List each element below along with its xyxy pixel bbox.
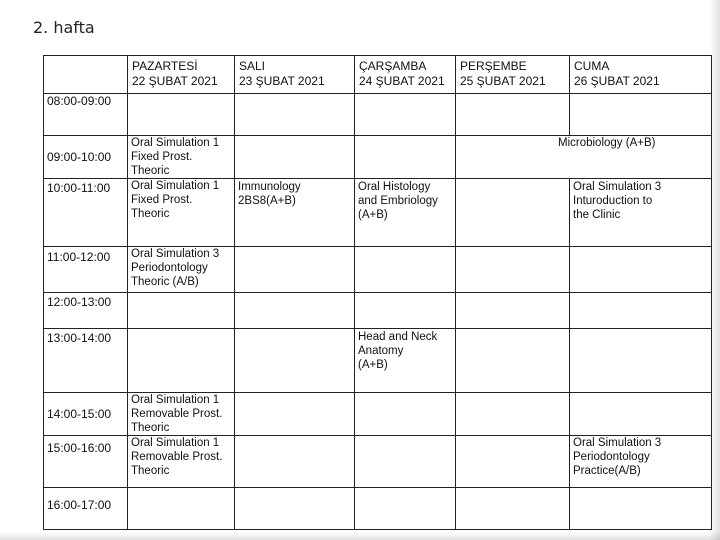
day-name: ÇARŞAMBA xyxy=(359,59,427,73)
schedule-cell xyxy=(355,179,456,247)
day-header-tuesday xyxy=(235,56,355,94)
schedule-cell xyxy=(456,488,570,530)
schedule-cell xyxy=(355,136,456,179)
class-entry: Oral Simulation 1 Fixed Prost. Theoric xyxy=(131,137,220,177)
schedule-cell xyxy=(456,293,570,329)
schedule-cell xyxy=(355,247,456,293)
schedule-cell xyxy=(355,329,456,393)
day-name: CUMA xyxy=(574,59,610,73)
page-title: 2. hafta xyxy=(33,18,95,37)
time-slot-label: 15:00-16:00 xyxy=(44,436,128,488)
schedule-cell xyxy=(570,179,712,247)
schedule-cell xyxy=(456,94,570,136)
class-entry: Oral Simulation 1 Removable Prost. Theoric xyxy=(131,437,223,477)
schedule-cell xyxy=(128,247,235,293)
class-entry: Oral Simulation 3 Periodontology Practice(A/B) xyxy=(573,437,662,477)
schedule-cell xyxy=(128,329,235,393)
schedule-cell xyxy=(128,179,235,247)
schedule-cell xyxy=(355,436,456,488)
table-row xyxy=(44,393,712,436)
day-header-wednesday xyxy=(355,56,456,94)
class-entry: Immunology 2BS8(A+B) xyxy=(238,181,301,207)
schedule-cell xyxy=(235,293,355,329)
time-slot-label: 10:00-11:00 xyxy=(44,179,128,247)
schedule-cell xyxy=(570,247,712,293)
schedule-cell xyxy=(355,94,456,136)
schedule-cell xyxy=(456,329,570,393)
schedule-cell xyxy=(355,393,456,436)
schedule-cell xyxy=(355,293,456,329)
day-date: 25 ŞUBAT 2021 xyxy=(460,74,546,88)
schedule-cell xyxy=(128,136,235,179)
schedule-cell xyxy=(235,179,355,247)
day-name: SALI xyxy=(239,59,266,73)
day-header-thursday xyxy=(456,56,570,94)
schedule-cell xyxy=(570,436,712,488)
schedule-cell xyxy=(235,436,355,488)
schedule-table xyxy=(43,55,712,530)
class-entry: Head and Neck Anatomy (A+B) xyxy=(358,331,438,371)
day-header-monday xyxy=(128,56,235,94)
schedule-cell xyxy=(456,179,570,247)
header-row xyxy=(44,56,712,94)
schedule-cell xyxy=(456,136,712,179)
time-slot-label: 09:00-10:00 xyxy=(44,136,128,179)
schedule-cell xyxy=(128,393,235,436)
schedule-cell xyxy=(570,293,712,329)
schedule-cell xyxy=(456,247,570,293)
day-date: 22 ŞUBAT 2021 xyxy=(132,74,218,88)
time-slot-label: 14:00-15:00 xyxy=(44,393,128,436)
table-row xyxy=(44,136,712,179)
schedule-cell xyxy=(128,293,235,329)
schedule-cell xyxy=(235,94,355,136)
time-slot-label: 16:00-17:00 xyxy=(44,488,128,530)
schedule-cell xyxy=(355,488,456,530)
class-entry: Oral Simulation 3 Periodontology Theoric (A/B) xyxy=(131,248,220,288)
time-slot-label: 08:00-09:00 xyxy=(44,94,128,136)
table-row xyxy=(44,247,712,293)
schedule-cell xyxy=(128,94,235,136)
day-name: PAZARTESİ xyxy=(132,59,198,73)
day-date: 23 ŞUBAT 2021 xyxy=(239,74,325,88)
schedule-cell xyxy=(128,436,235,488)
schedule-cell xyxy=(235,488,355,530)
table-row xyxy=(44,436,712,488)
day-header-friday xyxy=(570,56,712,94)
schedule-cell xyxy=(128,488,235,530)
class-entry: Oral Simulation 1 Fixed Prost. Theoric xyxy=(131,180,220,220)
schedule-cell xyxy=(456,436,570,488)
day-date: 24 ŞUBAT 2021 xyxy=(359,74,445,88)
schedule-cell xyxy=(456,393,570,436)
time-slot-label: 12:00-13:00 xyxy=(44,293,128,329)
day-date: 26 ŞUBAT 2021 xyxy=(574,74,660,88)
schedule-cell xyxy=(235,136,355,179)
class-entry: Oral Simulation 3 Inturoduction to the Clinic xyxy=(573,181,662,221)
slide-shadow-bottom xyxy=(0,532,720,540)
table-row xyxy=(44,179,712,247)
schedule-cell xyxy=(570,94,712,136)
schedule-cell xyxy=(235,247,355,293)
day-name: PERŞEMBE xyxy=(460,59,527,73)
time-slot-label: 11:00-12:00 xyxy=(44,247,128,293)
table-row xyxy=(44,293,712,329)
schedule-cell xyxy=(570,393,712,436)
class-entry: Oral Simulation 1 Removable Prost. Theoric xyxy=(131,394,223,434)
schedule-cell xyxy=(570,329,712,393)
schedule-cell xyxy=(570,488,712,530)
table-row xyxy=(44,94,712,136)
schedule-cell xyxy=(235,393,355,436)
class-entry: Microbiology (A+B) xyxy=(558,137,656,149)
table-row xyxy=(44,488,712,530)
table-row xyxy=(44,329,712,393)
class-entry: Oral Histology and Embriology (A+B) xyxy=(358,181,438,221)
schedule-cell xyxy=(235,329,355,393)
time-slot-label: 13:00-14:00 xyxy=(44,329,128,393)
corner-cell xyxy=(44,56,128,94)
